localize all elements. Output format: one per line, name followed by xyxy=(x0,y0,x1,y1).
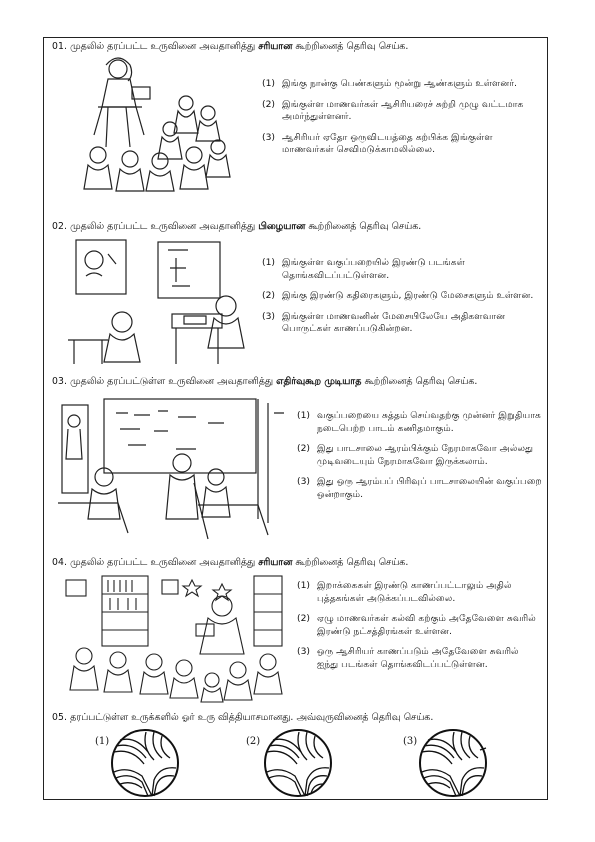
question-1 xyxy=(52,41,408,53)
option-3[interactable]: (3) இது ஒரு ஆரம்பப் பிரிவுப் பாடசாலையின் வகுப்பறை ஒன்றாகும். xyxy=(297,476,542,500)
choice-label-3: (3) xyxy=(403,736,418,747)
option-2[interactable]: (2) இங்கு இரண்டு கதிரைகளும், இரண்டு மேசைகளும் உள்ளன. xyxy=(262,290,534,301)
options-q4 xyxy=(297,580,542,679)
question-text: தரப்பட்டுள்ள உருக்களில் ஓர் உரு வித்தியாசமானது. அவ்வுருவினைத் தெரிவு செய்க. xyxy=(70,712,434,723)
option-2[interactable]: (2) இது பாடசாலை ஆரம்பிக்கும் நேரமாகவோ அல்லது முடிவடையும் நேரமாகவோ இருக்கலாம். xyxy=(297,443,534,467)
question-text: முதலில் தரப்பட்ட உருவினை அவதானித்து xyxy=(70,221,256,232)
question-text-end: கூற்றினைத் தெரிவு செய்க. xyxy=(295,41,409,52)
illustration-teacher-reading xyxy=(78,55,236,195)
question-keyword: சரியான xyxy=(258,557,293,568)
question-text-end: கூற்றினைத் தெரிவு செய்க. xyxy=(295,557,409,568)
question-keyword: சரியான xyxy=(258,41,293,52)
question-number: 03. xyxy=(52,376,68,387)
option-3[interactable]: (3) ஒரு ஆசிரியர் காணப்படும் அதேவேளை சுவரில் ஐந்து படங்கள் தொங்கவிடப்பட்டுள்ளன. xyxy=(297,646,519,670)
options-q1 xyxy=(262,78,542,165)
illustration-library-reading xyxy=(62,572,284,704)
question-text-end: கூற்றினைத் தெரிவு செய்க. xyxy=(308,221,422,232)
question-number: 05. xyxy=(52,712,68,723)
question-3 xyxy=(52,376,477,388)
ball-figure-2[interactable] xyxy=(263,728,333,798)
question-number: 02. xyxy=(52,221,68,232)
question-number: 01. xyxy=(52,41,68,52)
option-1[interactable]: (1) இங்குள்ள வகுப்பறையில் இரண்டு படங்கள் தொங்கவிடப்பட்டுள்ளன. xyxy=(262,257,465,281)
question-number: 04. xyxy=(52,557,68,568)
option-3[interactable]: (3) இங்குள்ள மாணவனின் மேசையிலேயே அதிகளவான பொருட்கள் காணப்படுகின்றன. xyxy=(262,310,506,334)
options-q3 xyxy=(297,410,542,509)
question-text: முதலில் தரப்பட்ட உருவினை அவதானித்து xyxy=(70,41,256,52)
question-text-end: கூற்றினைத் தெரிவு செய்க. xyxy=(364,376,478,387)
option-1[interactable]: (1) இறாக்கைகள் இரண்டு காணப்பட்டாலும் அதில் புத்தகங்கள் அடுக்கப்படவில்லை. xyxy=(297,580,512,604)
illustration-classroom-cleaning xyxy=(58,393,284,543)
question-4 xyxy=(52,557,408,569)
question-2 xyxy=(52,221,421,233)
option-2[interactable]: (2) ஏழு மாணவர்கள் கல்வி கற்கும் அதேவேளை சுவரில் இரண்டு நட்சத்திரங்கள் உள்ளன. xyxy=(297,613,536,637)
illustration-classroom-drawing xyxy=(68,236,254,368)
ball-figure-1[interactable] xyxy=(110,728,180,798)
question-5 xyxy=(52,712,433,724)
question-keyword: எதிர்வுகூற முடியாத xyxy=(276,376,362,387)
option-3[interactable]: (3) ஆசிரியர் ஏதோ ஒருவிடயத்தை கற்பிக்க இங்குள்ள மாணவர்கள் செவிமடுக்காமலில்லை. xyxy=(262,131,493,155)
question-keyword: பிழையான xyxy=(258,221,306,232)
question-text: முதலில் தரப்பட்டுள்ள உருவினை அவதானித்து xyxy=(70,376,274,387)
question-text: முதலில் தரப்பட்ட உருவினை அவதானித்து xyxy=(70,557,256,568)
option-2[interactable]: (2) இங்குள்ள மாணவர்கள் ஆசிரியரைச் சுற்றி முழு வட்டமாக அமர்ந்துள்ளனர். xyxy=(262,98,524,122)
option-1[interactable]: (1) இங்கு நான்கு பெண்களும் மூன்று ஆண்களும் உள்ளனர். xyxy=(262,78,517,89)
ball-figure-3[interactable] xyxy=(418,728,488,798)
choice-label-1: (1) xyxy=(95,736,110,747)
option-1[interactable]: (1) வகுப்பறையை சுத்தம் செய்வதற்கு முன்னர் இறுதியாக நடைபெற்ற பாடம் கணிதமாகும். xyxy=(297,410,541,434)
choice-label-2: (2) xyxy=(246,736,261,747)
options-q2 xyxy=(262,257,542,344)
